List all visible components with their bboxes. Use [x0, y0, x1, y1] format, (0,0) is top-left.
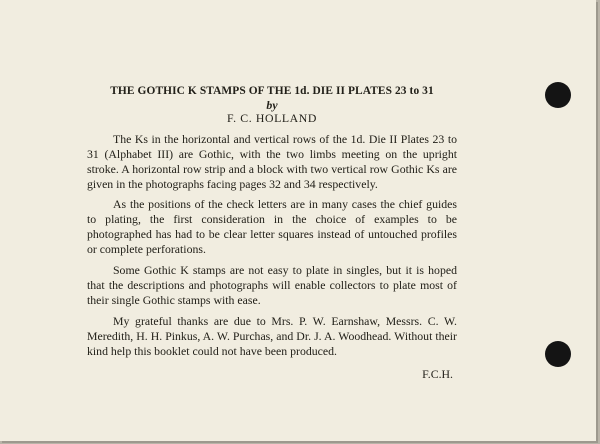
byline: by — [266, 97, 278, 112]
document-title: THE GOTHIC K STAMPS OF THE 1d. DIE II PLATES 23 to 31 — [110, 85, 434, 97]
paragraph: The Ks in the horizontal and vertical rows of the 1d. Die II Plates 23 to 31 (Alphabet III) are Gothic, with the two limbs meeting on the upright stroke. A horizontal row strip and a block with two vertical row Gothic Ks are given in the photographs facing pages 32 and 34 respectively. — [87, 131, 457, 191]
paragraph: Some Gothic K stamps are not easy to plate in singles, but it is hoped that the descriptions and photographs will enable collectors to plate most of their single Gothic stamps with ease. — [87, 263, 457, 307]
paragraph: As the positions of the check letters are in many cases the chief guides to plating, the first consideration in the choice of examples to be photographed has had to be clear letter squares instead of untouched profiles or complete perforations. — [87, 197, 457, 257]
author-name: F. C. HOLLAND — [226, 110, 318, 125]
signature: F.C.H. — [422, 366, 453, 381]
punch-hole-bottom — [545, 341, 571, 367]
paragraph: My grateful thanks are due to Mrs. P. W. Earnshaw, Messrs. C. W. Meredith, H. H. Pinkus, A. W. Purchas, and Dr. J. A. Woodhead. Without their kind help this booklet could not have been produced. — [87, 313, 457, 358]
punch-hole-top — [545, 82, 571, 108]
document-body — [87, 84, 457, 381]
